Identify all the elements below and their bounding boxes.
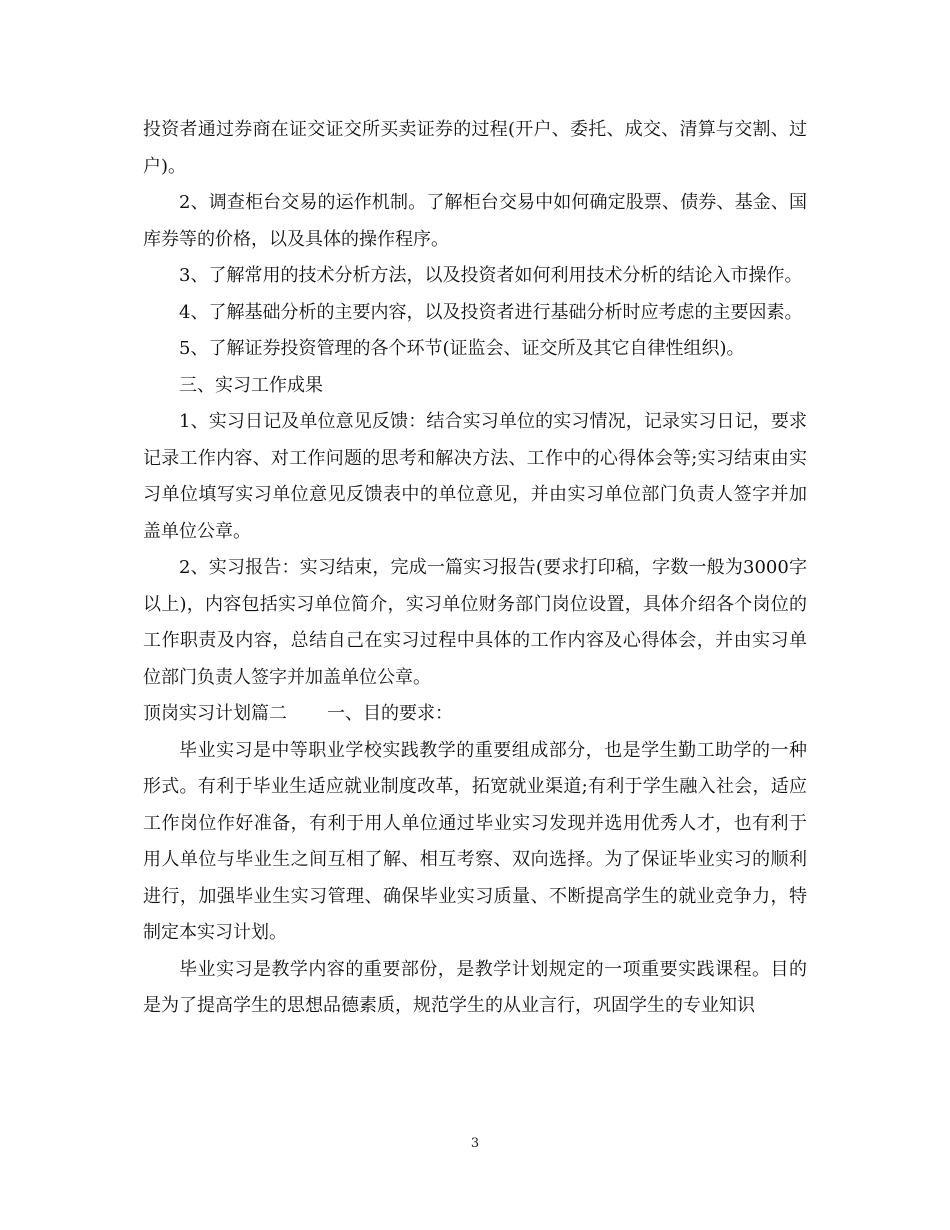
paragraph-trading-process: 投资者通过券商在证交证交所买卖证券的过程(开户、委托、成交、清算与交割、过户)。 xyxy=(143,119,807,177)
paragraph-internship-diary: 1、实习日记及单位意见反馈：结合实习单位的实习情况，记录实习日记，要求记录工作内容、对工作问题的思考和解决方法、工作中的心得体会等;实习结束由实习单位填写实习单位意见反馈表中的单位意见，并由实习单位部门负责人签字并加盖单位公章。 xyxy=(143,411,807,542)
paragraph-fundamental-analysis: 4、了解基础分析的主要内容，以及投资者进行基础分析时应考虑的主要因素。 xyxy=(179,301,803,323)
paragraph-graduation-internship-purpose: 毕业实习是中等职业学校实践教学的重要组成部分，也是学生勤工助学的一种形式。有利于毕业生适应就业制度改革，拓宽就业渠道;有利于学生融入社会，适应工作岗位作好准备，有利于用人单位通过毕业实习发现并选用优秀人才，也有利于用人单位与毕业生之间互相了解、相互考察、双向选择。为了保证毕业实习的顺利进行，加强毕业生实习管理、确保毕业实习质量、不断提高学生的就业竞争力，特制定本实习计划。 xyxy=(143,739,807,943)
heading-gap xyxy=(287,696,327,733)
paragraph-counter-trading: 2、调查柜台交易的运作机制。了解柜台交易中如何确定股票、债券、基金、国库券等的价格，以及具体的操作程序。 xyxy=(143,192,807,250)
section-heading-plan-two xyxy=(143,696,807,733)
document-body xyxy=(143,112,807,1025)
page-number: 3 xyxy=(470,1136,480,1151)
section-title: 顶岗实习计划篇二 xyxy=(143,703,287,724)
section-heading-results: 三、实习工作成果 xyxy=(179,374,323,396)
paragraph-internship-report: 2、实习报告：实习结束，完成一篇实习报告(要求打印稿，字数一般为3000字以上)，内容包括实习单位简介，实习单位财务部门岗位设置，具体介绍各个岗位的工作职责及内容，总结自己在实习过程中具体的工作内容及心得体会，并由实习单位部门负责人签字并加盖单位公章。 xyxy=(143,557,807,688)
section-subtitle: 一、目的要求： xyxy=(327,703,453,724)
paragraph-investment-management: 5、了解证券投资管理的各个环节(证监会、证交所及其它自律性组织)。 xyxy=(179,338,745,359)
paragraph-graduation-internship-content: 毕业实习是教学内容的重要部份，是教学计划规定的一项重要实践课程。目的是为了提高学生的思想品德素质，规范学生的从业言行，巩固学生的专业知识 xyxy=(143,958,807,1016)
paragraph-technical-analysis: 3、了解常用的技术分析方法，以及投资者如何利用技术分析的结论入市操作。 xyxy=(179,265,803,286)
